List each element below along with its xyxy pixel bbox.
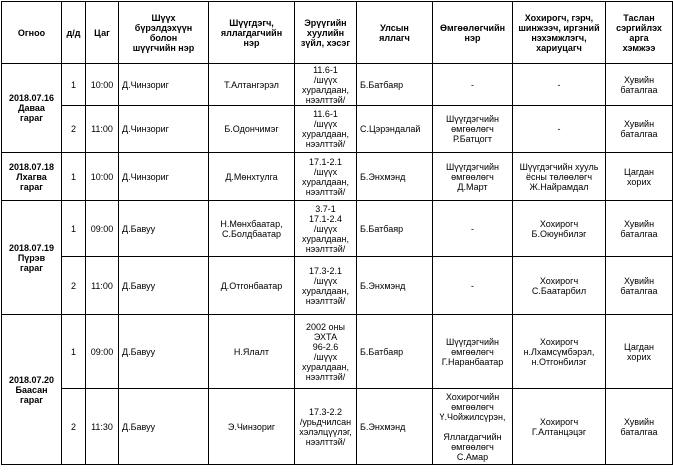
text-line: Хувийн [623,275,655,286]
text-line: гараг [19,394,43,405]
article-block [302,322,349,382]
text-line: нээлттэй/ [305,436,346,447]
text-line: гараг [19,113,43,123]
victim-witness [513,106,606,153]
text-line: Р.Батцогт [452,134,493,144]
text-line: /шүүх [313,275,338,286]
text-line: Улсын [380,22,409,33]
lawyer-name [433,389,513,465]
text-line [434,422,511,432]
text-line: баталгаа [620,129,658,139]
text-line: - [471,223,474,234]
text-line: нээлттэй/ [305,295,346,306]
prosecutor-name [357,315,433,389]
text-line: Хохирогч [539,218,579,229]
text-line: 2018.07.20 [8,374,55,385]
text-line: өмгөөлөгч [451,441,494,452]
victim-witness [513,153,606,201]
victim-witness [513,315,606,389]
text-line: Б.Батбаяр [360,223,404,234]
judge-name: Д.Бавуу [119,389,209,465]
victim-witness [513,64,606,106]
defendant-name [209,389,295,465]
text-line: баталгаа [620,228,658,239]
table-row [2,153,673,201]
table-row [2,257,673,315]
text-line: шинжээч, иргэний [518,22,600,33]
lawyer-name [433,106,513,153]
preventive-measure [606,106,673,153]
judge-name: Д.Бавуу [119,201,209,257]
text-line: зүйл, хэсэг [300,37,351,48]
text-line: /урьдчилсан [299,416,352,427]
text-line: Хувийн [623,119,655,129]
text-line: Өмгөөлөгчийн [439,22,506,33]
text-line: 17.1-2.1 [308,156,343,167]
text-line: - [471,79,474,90]
text-line: Ж.Найрамдал [529,181,589,192]
text-line: С.Болдбаатар [221,228,281,239]
text-line: яллагдагчийн [220,27,283,38]
text-line: баталгаа [620,285,658,296]
text-line: Шүүгдэгч, [229,17,274,28]
header-defendant [209,2,295,64]
article-block [299,407,351,447]
text-line: С.Цэрэндалай [360,124,421,134]
text-line: н.Отгонбилэг [531,356,587,367]
row-number: 2 [62,257,86,315]
text-line: хуралдаан, [302,129,349,139]
prosecutor-name [357,106,433,153]
text-line: хуралдаан, [302,361,349,372]
text-line: арга [629,32,649,43]
header-row [2,2,673,64]
text-line: Шүүх [151,12,176,23]
defendant-name [209,64,295,106]
text-line: сэргийлэх [616,22,662,33]
prosecutor-name [357,201,433,257]
row-number: 2 [62,389,86,465]
text-line: Э.Чинзориг [227,421,276,432]
text-line: Г.Алтанцэцэг [531,426,587,437]
text-line: өмгөөлөгч [451,346,494,357]
text-line: /шүүх [313,223,338,234]
text-line: /шүүх [313,74,338,85]
header-criminal-article [295,2,357,64]
text-line: Б.Энхмэнд [360,421,406,432]
text-line: болон [149,32,178,43]
text-line: Хохирогч, гэрч, [524,12,594,23]
judge-name: Д.Бавуу [119,315,209,389]
hearing-time: 11:00 [86,257,119,315]
preventive-measure [606,315,673,389]
text-line: Хувийн [623,218,655,229]
hearing-time: 10:00 [86,153,119,201]
prosecutor-name [357,257,433,315]
text-line: С.Амар [456,451,489,462]
text-line: 11.6-1 [313,109,338,119]
row-number: 1 [62,64,86,106]
victim-witness [513,201,606,257]
table-row [2,106,673,153]
text-line: Цаг [94,27,110,38]
criminal-article [295,315,357,389]
text-line: Пүрэв [17,252,46,263]
lawyer-name [433,201,513,257]
defendant-name [209,201,295,257]
criminal-article [295,201,357,257]
text-line: С.Баатарбил [531,285,587,296]
text-line: 11.6-1 [313,64,338,75]
criminal-article [295,389,357,465]
text-line: Шүүгдэгчийн [445,161,500,172]
text-line: Д.Март [457,181,488,192]
hearing-time: 10:00 [86,64,119,106]
row-number: 1 [62,153,86,201]
text-line: Огноо [17,27,46,38]
lawyer-name [433,153,513,201]
header-lawyer [433,2,513,64]
text-line: гараг [19,181,43,192]
text-line: Хувийн [623,74,655,85]
header-date [2,2,62,64]
text-line: Хохирогч [539,416,579,427]
text-line: Хохирогч [539,336,579,347]
text-line: - [557,79,561,90]
preventive-measure [606,257,673,315]
lawyer-name [433,315,513,389]
text-line: нэхэмжлэгч, [531,32,587,43]
text-line: 2018.07.16 [8,93,55,103]
date-cell [2,315,62,465]
text-line: /шүүх [313,166,338,177]
row-number: 2 [62,106,86,153]
text-line: ёсны төлөөлөгч [525,171,593,182]
text-line: нээлттэй/ [305,243,346,254]
text-line: нэр [464,32,481,43]
text-line: Н.Мөнхбаатар, [220,218,283,229]
text-line: Б.Батбаяр [360,79,404,90]
preventive-measure [606,389,673,465]
text-line: Хохирогчийн [445,391,500,402]
text-line: Шүүгдэгчийн [445,114,500,124]
text-line: - [471,280,474,291]
header-victim-witness [513,2,606,64]
text-line: хуралдаан, [302,84,349,95]
defendant-name [209,257,295,315]
text-line: Н.Ялалт [233,346,270,357]
text-line: Баасан [15,384,48,395]
text-line: Т.Алтангэрэл [224,79,279,90]
defendant-name [209,106,295,153]
text-line: Б.Энхмэнд [360,171,406,182]
text-line: Даваа [18,103,45,113]
prosecutor-name [357,64,433,106]
table-row [2,315,673,389]
text-line: яллагч [379,32,410,43]
text-line: Хувийн [623,416,655,427]
text-line: Ү.Чойжилсүрэн, [439,411,506,422]
text-line: хуралдаан, [302,233,349,244]
text-line: Б.Оюунбилэг [531,228,587,239]
text-line: хуулийн [306,27,345,38]
text-line: хорих [627,351,651,362]
text-line: Г.Наранбаатар [441,356,504,367]
text-line: өмгөөлөгч [451,171,494,182]
text-line: 2018.07.19 [8,242,55,253]
text-line: өмгөөлөгч [451,124,494,134]
victim-witness [513,389,606,465]
hearing-time: 11:00 [86,106,119,153]
text-line: н.Лхамсүмбэрэл, [523,346,595,357]
table-row [2,389,673,465]
header-time [86,2,119,64]
text-line: өмгөөлөгч [451,401,494,412]
hearing-time: 09:00 [86,201,119,257]
prosecutor-name [357,153,433,201]
victim-witness [513,257,606,315]
criminal-article [295,64,357,106]
text-line: 2002 оны [306,321,345,332]
criminal-article [295,153,357,201]
defendant-name [209,315,295,389]
defendant-name [209,153,295,201]
text-line: Яллагдагчийн [443,431,502,442]
header-preventive-measure [606,2,673,64]
text-line: Цагдан [624,166,654,177]
text-line: Цагдан [624,341,654,352]
table-row [2,201,673,257]
row-number: 1 [62,201,86,257]
text-line: хорих [627,176,651,187]
article-block [302,204,349,254]
text-line: Шүүгдэгчийн хууль [519,161,599,172]
text-line: нээлттэй/ [305,139,346,149]
criminal-article [295,106,357,153]
text-line: Д.Мөнхтулга [225,171,278,182]
lawyer-name [433,257,513,315]
text-line: гараг [19,262,43,273]
text-line: /шүүх [313,119,338,129]
text-line: Б.Одончимэг [224,124,279,134]
text-line: баталгаа [620,426,658,437]
text-line: д/д [66,27,81,38]
hearing-time: 09:00 [86,315,119,389]
date-cell [2,64,62,153]
text-line: нээлттэй/ [305,186,346,197]
article-block [302,65,349,105]
text-line: хэмжээ [622,42,656,53]
text-line: 17.3-2.1 [308,265,343,276]
preventive-measure [606,201,673,257]
preventive-measure [606,64,673,106]
judge-name: Д.Чинзориг [119,153,209,201]
text-line: 17.1-2.4 [308,213,343,224]
text-line: хуралдаан, [302,285,349,296]
row-number: 1 [62,315,86,389]
text-line: Шүүгдэгчийн [445,336,500,347]
text-line: Таслан [623,12,655,23]
prosecutor-name [357,389,433,465]
text-line: Эрүүгийн [304,17,347,28]
lawyer-name [433,64,513,106]
header-prosecutor [357,2,433,64]
text-line: хариуцагч [536,42,582,53]
preventive-measure [606,153,673,201]
text-line: 3.7-1 [315,203,336,214]
text-line: ЭХТА [313,331,338,342]
text-line: Б.Батбаяр [360,346,404,357]
text-line: баталгаа [620,84,658,95]
court-schedule-table [1,1,673,465]
text-line: хэлэлцүүлэг, [299,426,352,437]
text-line: бүрэлдэхүүн [134,22,193,33]
judge-name: Д.Бавуу [119,257,209,315]
text-line: - [557,124,561,134]
header-judge [119,2,209,64]
text-line: хуралдаан, [302,176,349,187]
text-line: Лхагва [16,171,47,182]
text-line: нэр [243,37,260,48]
header-number [62,2,86,64]
criminal-article [295,257,357,315]
judge-name: Д.Чинзориг [119,106,209,153]
text-line: нээлттэй/ [305,371,346,382]
text-line: 17.3-2.2 [308,406,342,417]
text-line: /шүүх [313,351,338,362]
text-line: Д.Отгонбаатар [220,280,283,291]
article-block [302,109,349,149]
date-cell [2,153,62,201]
text-line: нээлттэй/ [305,94,346,105]
date-cell [2,201,62,315]
text-line: Хохирогч [539,275,579,286]
text-line: шүүгчийн нэр [132,42,195,53]
judge-name: Д.Чинзориг [119,64,209,106]
hearing-time: 11:30 [86,389,119,465]
text-line: 96-2.6 [312,341,339,352]
article-block [302,266,349,306]
table-row [2,64,673,106]
article-block [302,157,349,197]
text-line: Б.Энхмэнд [360,280,406,291]
text-line: 2018.07.18 [8,161,55,172]
